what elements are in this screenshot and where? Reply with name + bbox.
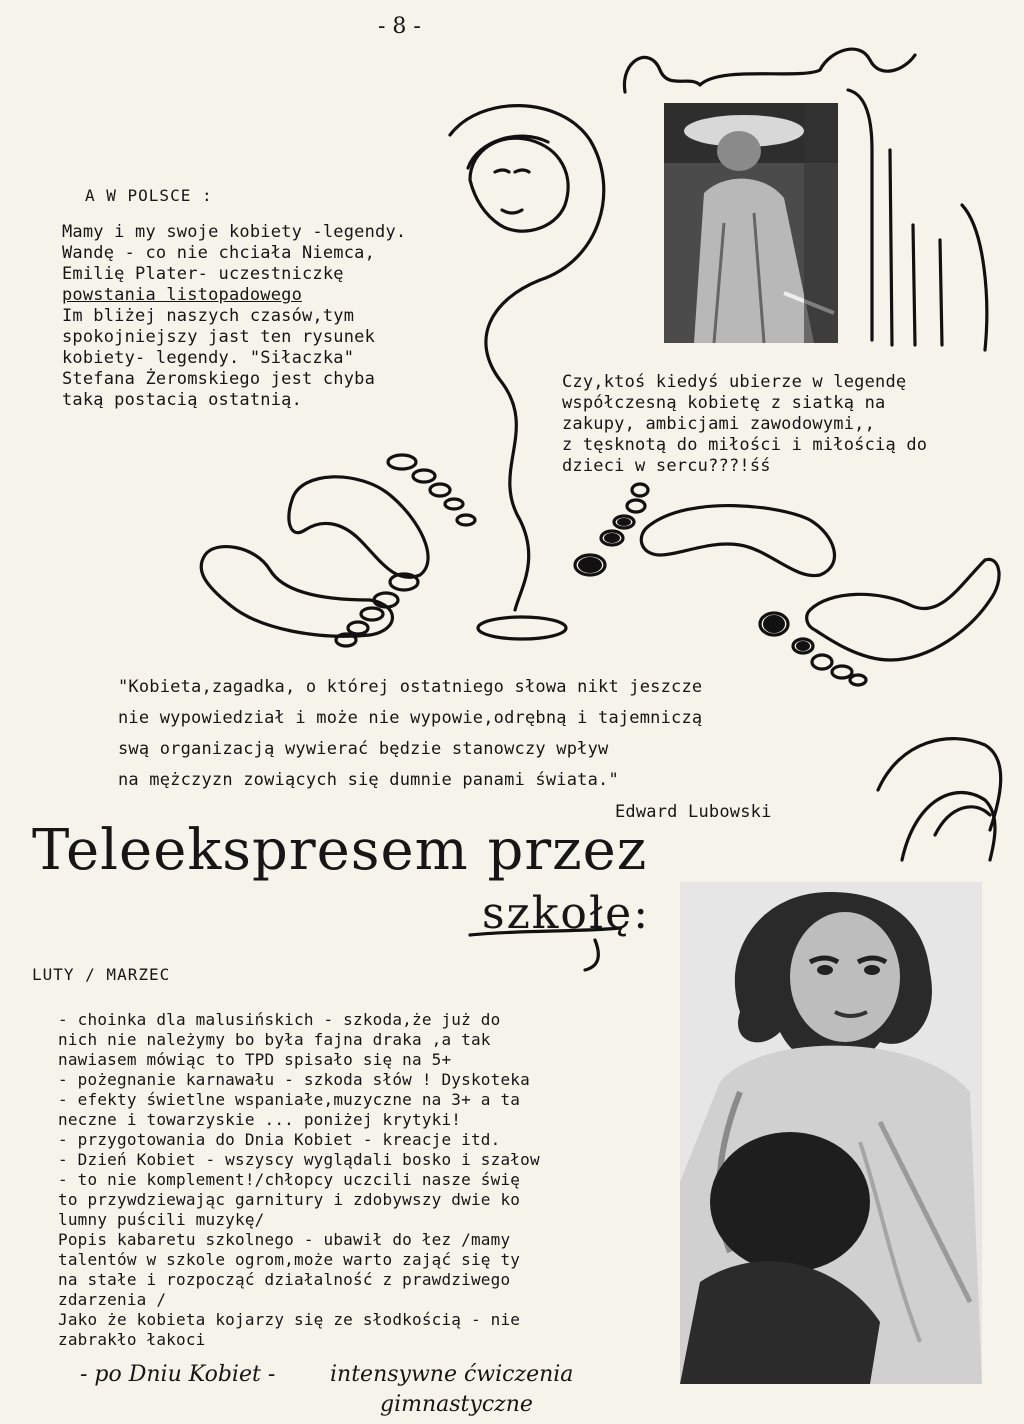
- paragraph-line: współczesną kobietę z siatką na: [562, 393, 886, 413]
- paragraph-line: taką postacią ostatnią.: [62, 390, 303, 410]
- paragraph-line: dzieci w sercu???!śś: [562, 456, 771, 476]
- event-list: [58, 1010, 680, 1350]
- foot-left-1: [289, 477, 428, 577]
- paragraph-line: Mamy i my swoje kobiety -legendy.: [62, 222, 407, 242]
- quote-line: na mężczyzn zowiących się dumnie panami świata.": [118, 770, 619, 790]
- paragraph-line: Stefana Żeromskiego jest chyba: [62, 369, 376, 389]
- face-sketch: [470, 138, 568, 231]
- list-item: na stałe i rozpocząć działalność z prawdziwego: [58, 1270, 511, 1289]
- list-item: zabrakło łakoci: [58, 1330, 206, 1349]
- photo-woman-in-hat: [664, 103, 838, 343]
- paragraph-line: Czy,ktoś kiedyś ubierze w legendę: [562, 372, 907, 392]
- frame-scribble: [624, 49, 915, 92]
- handwritten-line2: gimnastyczne: [380, 1392, 533, 1417]
- paragraph-line: Im bliżej naszych czasów,tym: [62, 306, 355, 326]
- list-item: nawiasem mówiąc to TPD spisało się na 5+: [58, 1050, 452, 1069]
- quote-line: "Kobieta,zagadka, o której ostatniego słowa nikt jeszcze: [118, 677, 703, 697]
- foot-right-1: [641, 506, 834, 576]
- photo-woman-portrait: [680, 882, 982, 1384]
- paragraph-line: z tęsknotą do miłości i miłością do: [562, 435, 928, 455]
- title-line1: Teleekspresem przez: [32, 818, 648, 883]
- list-item: nich nie należymy bo była fajna draka ,a tak: [58, 1030, 491, 1049]
- paragraph-line: kobiety- legendy. "Siłaczka": [62, 348, 355, 368]
- quote-author: Edward Lubowski: [615, 802, 772, 822]
- list-item: Popis kabaretu szkolnego - ubawił do łez /mamy: [58, 1230, 511, 1249]
- foot-right-2: [807, 559, 999, 660]
- list-item: - Dzień Kobiet - wszyscy wyglądali bosko i szałow: [58, 1150, 540, 1169]
- quote-line: swą organizacją wywierać będzie stanowczy wpływ: [118, 739, 609, 759]
- list-item: talentów w szkole ogrom,może warto zająć się ty: [58, 1250, 521, 1269]
- list-item: neczne i towarzyskie ... poniżej krytyki!: [58, 1110, 462, 1129]
- list-item: lumny puścili muzykę/: [58, 1210, 265, 1229]
- paragraph-right: [562, 372, 1022, 477]
- swirl-ellipse: [478, 617, 566, 639]
- list-item: - to nie komplement!/chłopcy uczcili nasze świę: [58, 1170, 521, 1189]
- quote-block: [118, 672, 702, 796]
- list-item: - efekty świetlne wspaniałe,muzyczne na 3+ a ta: [58, 1090, 521, 1109]
- section-heading: A W POLSCE :: [85, 186, 213, 205]
- paragraph-line: zakupy, ambicjami zawodowymi,,: [562, 414, 876, 434]
- paragraph-line: spokojniejszy jast ten rysunek: [62, 327, 376, 347]
- paragraph-line: powstania listopadowego: [62, 285, 303, 305]
- list-item: to przywdziewając garnitury i zdobywszy dwie ko: [58, 1190, 521, 1209]
- title-line2: szkołę:: [482, 888, 651, 939]
- paragraph-left: [62, 222, 482, 411]
- wave-scribble: [878, 739, 1001, 830]
- handwritten-line1: intensywne ćwiczenia: [330, 1362, 574, 1387]
- list-item: - choinka dla malusińskich - szkoda,że już do: [58, 1010, 501, 1029]
- list-item: zdarzenia /: [58, 1290, 167, 1309]
- list-item: Jako że kobieta kojarzy się ze słodkością - nie: [58, 1310, 521, 1329]
- quote-line: nie wypowiedział i może nie wypowie,odrębną i tajemniczą: [118, 708, 703, 728]
- page-number: - 8 -: [378, 14, 421, 39]
- handwritten-prefix: - po Dniu Kobiet -: [80, 1362, 276, 1387]
- paragraph-line: Wandę - co nie chciała Niemca,: [62, 243, 376, 263]
- paragraph-line: Emilię Plater- uczestniczkę: [62, 264, 344, 284]
- list-item: - pożegnanie karnawału - szkoda słów ! Dyskoteka: [58, 1070, 530, 1089]
- section-label: LUTY / MARZEC: [32, 965, 171, 984]
- list-item: - przygotowania do Dnia Kobiet - kreacje itd.: [58, 1130, 501, 1149]
